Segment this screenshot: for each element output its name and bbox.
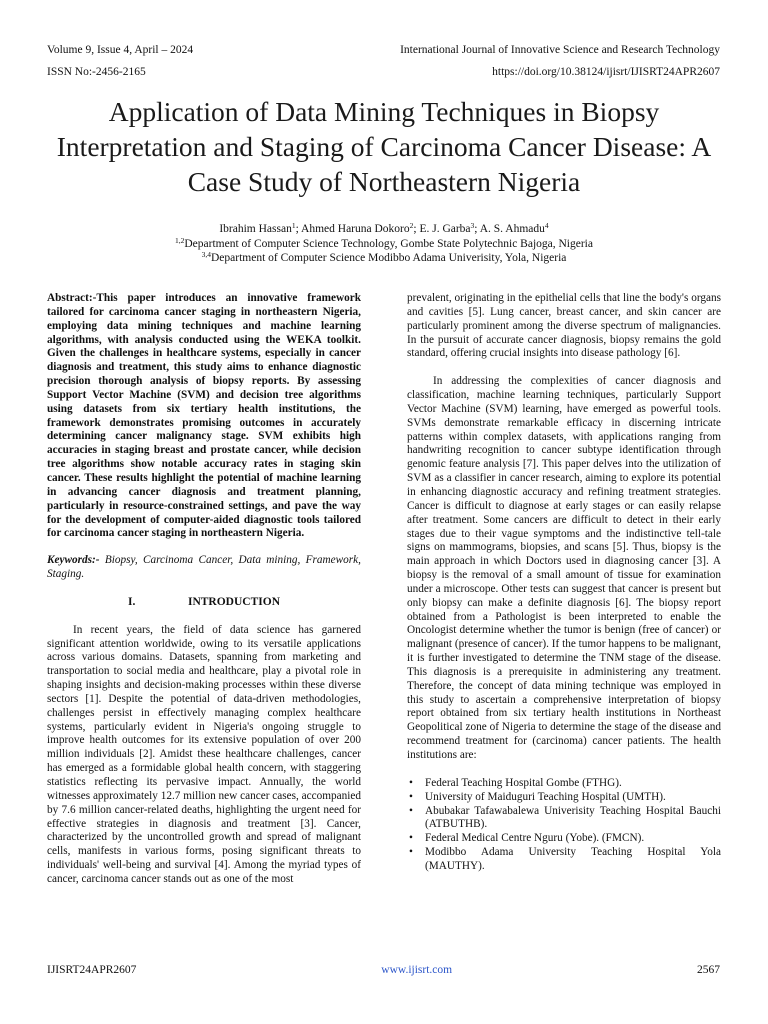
volume-info: Volume 9, Issue 4, April – 2024 [47, 44, 194, 56]
left-column [47, 292, 361, 887]
abstract: Abstract:-This paper introduces an innovative framework tailored for carcinoma cancer staging in northeastern Nigeria, employing data mining techniques and machine learning algorithms, with analysis conducted using the WEKA toolkit. Given the challenges in healthcare systems, especially in cancer diagnosis and treatment, this study aims to enhance diagnostic precision thorough analysis of biopsy reports. By assessing Support Vector Machine (SVM) and decision tree algorithms using datasets from six tertiary health institutions, the framework demonstrates promising outcomes in accurately determining cancer malignancy stage. SVM exhibits high accuracies in staging breast and prostate cancer, while decision tree algorithms show notable accuracy rates in staging skin cancer. These results highlight the potential of machine learning in advancing cancer diagnosis and treatment planning, particularly in resource-constrained settings, and pave the way for the development of computer-aided diagnostic tools tailored for carcinoma cancer staging in northeastern Nigeria. [47, 292, 361, 540]
list-item: • University of Maiduguri Teaching Hospital (UMTH). [407, 791, 721, 805]
intro-paragraph: In recent years, the field of data science has garnered significant attention worldwide, owing to its versatile applications across various domains. Datasets, spanning from marketing and transportation to social media and healthcare, play a pivotal role in shaping insights and decision-making processes within these diverse sectors [1]. Despite the potential of data-driven methodologies, challenges persist in effectively managing complex healthcare systems, particularly evident in Nigeria's ongoing struggle to improve health outcomes for its extensive population of over 200 million individuals [2]. Amidst these healthcare challenges, cancer has emerged as a formidable global health concern, with staggering statistics reflecting its pervasive impact. Annually, the world witnesses approximately 12.7 million new cancer cases, accompanied by 7.6 million cancer-related deaths, highlighting the urgent need for effective strategies in diagnosis and treatment [3]. Cancer, characterized by the uncontrolled growth and spread of malignant cells, manifests in various forms, posing significant threats to individuals' well-being and survival [4]. Among the myriad types of cancer, carcinoma cancer stands out as one of the most [47, 623, 361, 885]
section-heading [47, 596, 361, 610]
doi-link[interactable]: https://doi.org/10.38124/ijisrt/IJISRT24APR2607 [492, 66, 720, 78]
right-paragraph-1: prevalent, originating in the epithelial cells that line the body's organs and cavities [5]. Lung cancer, breast cancer, and skin cancer are particularly prominent among the diverse spectrum of malignancies. In the pursuit of accurate cancer diagnosis, biopsy remains the gold standard, offering crucial insights into disease pathology [6]. [407, 292, 721, 360]
affiliation-2: $^{3,4}$Department of Computer Science Modibbo Adama Univerisity, Yola, Nigeria [201, 250, 567, 264]
institution-list [407, 777, 721, 874]
section-number: I. [127, 595, 136, 608]
list-item: • Modibbo Adama University Teaching Hospital Yola (MAUTHY). [407, 846, 721, 874]
journal-name: International Journal of Innovative Science and Research Technology [400, 44, 720, 56]
right-column [407, 292, 721, 874]
author-list: Ibrahim Hassan$^1$; Ahmed Haruna Dokoro$^2$; E. J. Garba$^3$; A. S. Ahmadu$^4$ [219, 221, 549, 235]
paper-code: IJISRT24APR2607 [47, 964, 137, 976]
journal-website-link[interactable]: www.ijisrt.com [381, 964, 453, 976]
right-paragraph-2: In addressing the complexities of cancer diagnosis and classification, machine learning techniques, particularly Support Vector Machine (SVM) learning, have emerged as powerful tools. SVMs demonstrate remarkable efficacy in discerning intricate patterns within complex datasets, with applications ranging from handwriting recognition to cancer subtype identification through genomic feature analysis [7]. This paper delves into the utilization of SVM as a classifier in cancer research, aiming to explore its potential in enhancing diagnostic accuracy and refining treatment strategies. Cancer is difficult to diagnose at early stages or can easily relapse after treatment. Some cancers are difficult to detect in their early stages due to their vague symptoms and the indistinctive tell-tale signs on mammograms, biopsies, and scans [5]. Thus, biopsy is the main approach in which Doctors used in diagnosing cancer [3]. A biopsy is the removal of a small amount of tissue for examination under a microscope. Other tests can suggest that cancer is present but only biopsy can make a definite diagnosis [6]. The biopsy report obtained from a Pathologist is been interpreted to enable the Oncologist determine whether the tumor is benign (free of cancer) or malignant (presence of cancer). If the tumor happens to be malignant, it is further investigated to determine the TNM stage of the disease. This diagnosis is a prerequisite in administering any treatment. Therefore, the concept of data mining technique was employed in this study to ascertain a comprehensive interpretation of biopsy report obtained from six tertiary health institutions in Northeast Geopolitical zone of Nigeria to determine the stage of the disease and recommend treatment for (carcinoma) cancer patients. The health institutions are: [407, 375, 721, 761]
paper-title: Application of Data Mining Techniques in Biopsy Interpretation and Staging of Carcinoma Cancer Disease: A Case Study of Northeastern Nigeria [56, 96, 712, 197]
keywords-text: Biopsy, Carcinoma Cancer, Data mining, Framework, Staging. [47, 554, 361, 581]
list-item: • Federal Medical Centre Nguru (Yobe). (FMCN). [407, 832, 721, 846]
page-footer [47, 964, 720, 976]
list-item: • Federal Teaching Hospital Gombe (FTHG). [407, 777, 721, 791]
running-header-2 [47, 66, 720, 79]
issn: ISSN No:-2456-2165 [47, 66, 146, 78]
list-item: • Abubakar Tafawabalewa Univerisity Teaching Hospital Bauchi (ATBUTHB). [407, 805, 721, 833]
keywords [47, 554, 361, 582]
keywords-label: Keywords:- [47, 554, 100, 567]
running-header [47, 44, 720, 57]
page-number: 2567 [697, 964, 720, 976]
author-block [40, 222, 728, 266]
affiliation-1: $^{1,2}$Department of Computer Science Technology, Gombe State Polytechnic Bajoga, Nigeria [175, 235, 593, 250]
section-title: INTRODUCTION [187, 595, 280, 608]
